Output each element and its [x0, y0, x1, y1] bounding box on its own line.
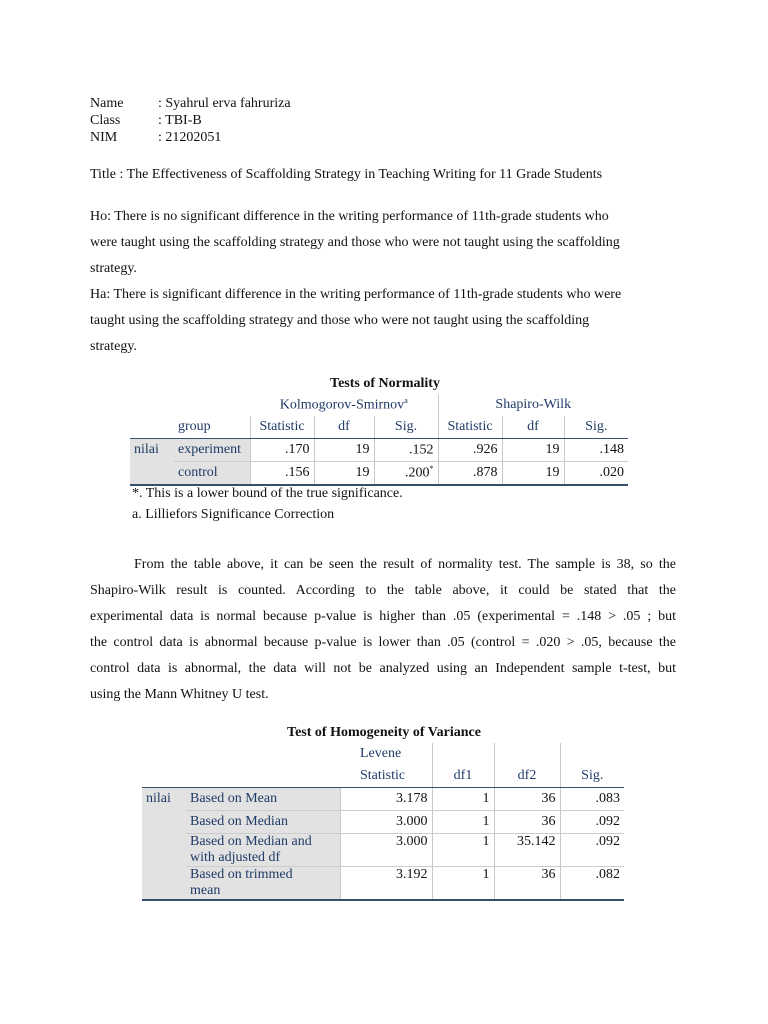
levene-statistic: 3.000	[340, 811, 432, 834]
row-label: Based on Mean	[186, 788, 340, 811]
analysis-line: From the table above, it can be seen the result of normality test. The sample is 38, so the	[134, 557, 676, 572]
name-label: Name	[90, 96, 124, 111]
nim-label: NIM	[90, 130, 118, 145]
ks-sig: .200*	[374, 462, 438, 486]
df1-value: 1	[432, 867, 494, 901]
ks-df: 19	[314, 439, 374, 462]
sig-value: .092	[560, 834, 624, 867]
df1-value: 1	[432, 811, 494, 834]
sw-df: 19	[502, 439, 564, 462]
class-value: : TBI-B	[158, 113, 202, 128]
col-sw-df: df	[502, 416, 564, 439]
sw-statistic: .878	[438, 462, 502, 486]
normality-footnote-1: *. This is a lower bound of the true significance.	[132, 486, 403, 501]
sw-sig: .148	[564, 439, 628, 462]
name-value: : Syahrul erva fahruriza	[158, 96, 291, 111]
levene-statistic: 3.192	[340, 867, 432, 901]
col-df1: df1	[432, 765, 494, 788]
ks-statistic: .156	[250, 462, 314, 486]
row-label: Based on Median and with adjusted df	[186, 834, 340, 867]
ks-df: 19	[314, 462, 374, 486]
analysis-paragraph	[90, 552, 676, 708]
analysis-line: control data is abnormal, the data will not be analyzed using an Independent sample t-test, but	[90, 661, 676, 676]
levene-statistic: 3.000	[340, 834, 432, 867]
homogeneity-header-row-1	[142, 743, 624, 765]
document-title: Title : The Effectiveness of Scaffolding Strategy in Teaching Writing for 11 Grade Students	[90, 167, 603, 182]
normality-table	[130, 394, 628, 486]
normality-footnote-2: a. Lilliefors Significance Correction	[132, 507, 335, 522]
col-levene-statistic: Statistic	[340, 765, 432, 788]
levene-statistic: 3.178	[340, 788, 432, 811]
table-row	[142, 834, 624, 867]
sw-sig: .020	[564, 462, 628, 486]
ho-line: were taught using the scaffolding strategy and those who were not taught using the scaffolding	[90, 235, 620, 250]
col-sig: Sig.	[560, 765, 624, 788]
col-sw-sig: Sig.	[564, 416, 628, 439]
df2-value: 36	[494, 788, 560, 811]
normality-header-row-1	[130, 394, 628, 416]
table-row	[130, 439, 628, 462]
df2-value: 35.142	[494, 834, 560, 867]
ho-line: strategy.	[90, 261, 137, 276]
ks-statistic: .170	[250, 439, 314, 462]
sw-header: Shapiro-Wilk	[438, 394, 628, 416]
col-df2: df2	[494, 765, 560, 788]
row-label: Based on trimmed mean	[186, 867, 340, 901]
analysis-line: experimental data is normal because p-value is higher than .05 (experimental = .148 > .05 ; but	[90, 609, 676, 624]
analysis-line: Shapiro-Wilk result is counted. According to the table above, it could be stated that the	[90, 583, 676, 598]
col-group: group	[174, 416, 250, 439]
sw-df: 19	[502, 462, 564, 486]
row-group: experiment	[174, 439, 250, 462]
row-group: control	[174, 462, 250, 486]
table-row	[130, 462, 628, 486]
ks-sig: .152	[374, 439, 438, 462]
table-row	[142, 867, 624, 901]
col-ks-df: df	[314, 416, 374, 439]
homogeneity-table	[142, 743, 624, 901]
row-label: Based on Median	[186, 811, 340, 834]
df1-value: 1	[432, 788, 494, 811]
col-ks-sig: Sig.	[374, 416, 438, 439]
nim-value: : 21202051	[158, 130, 222, 145]
ha-line: taught using the scaffolding strategy and those who were not taught using the scaffolding	[90, 313, 590, 328]
analysis-line: the control data is abnormal because p-value is lower than .05 (control = .020 > .05, because the	[90, 635, 676, 650]
row-var-label: nilai	[130, 439, 174, 462]
table-row	[142, 788, 624, 811]
homogeneity-title: Test of Homogeneity of Variance	[287, 725, 481, 740]
col-sw-statistic: Statistic	[438, 416, 502, 439]
df2-value: 36	[494, 811, 560, 834]
homogeneity-header-row-2	[142, 765, 624, 788]
row-var-label: nilai	[142, 788, 186, 811]
sig-value: .083	[560, 788, 624, 811]
hypotheses	[90, 204, 690, 360]
normality-title: Tests of Normality	[330, 376, 440, 391]
ho-line: Ho: There is no significant difference in the writing performance of 11th-grade students who	[90, 209, 609, 224]
sig-value: .092	[560, 811, 624, 834]
ks-header: Kolmogorov-Smirnov$^a$	[279, 396, 408, 413]
class-label: Class	[90, 113, 121, 128]
ha-line: Ha: There is significant difference in the writing performance of 11th-grade students who were	[90, 287, 622, 302]
sig-value: .082	[560, 867, 624, 901]
ha-line: strategy.	[90, 339, 137, 354]
sw-statistic: .926	[438, 439, 502, 462]
df1-value: 1	[432, 834, 494, 867]
normality-header-row-2	[130, 416, 628, 439]
df2-value: 36	[494, 867, 560, 901]
col-levene: Levene	[360, 746, 402, 761]
col-ks-statistic: Statistic	[250, 416, 314, 439]
analysis-line: using the Mann Whitney U test.	[90, 687, 269, 702]
table-row	[142, 811, 624, 834]
